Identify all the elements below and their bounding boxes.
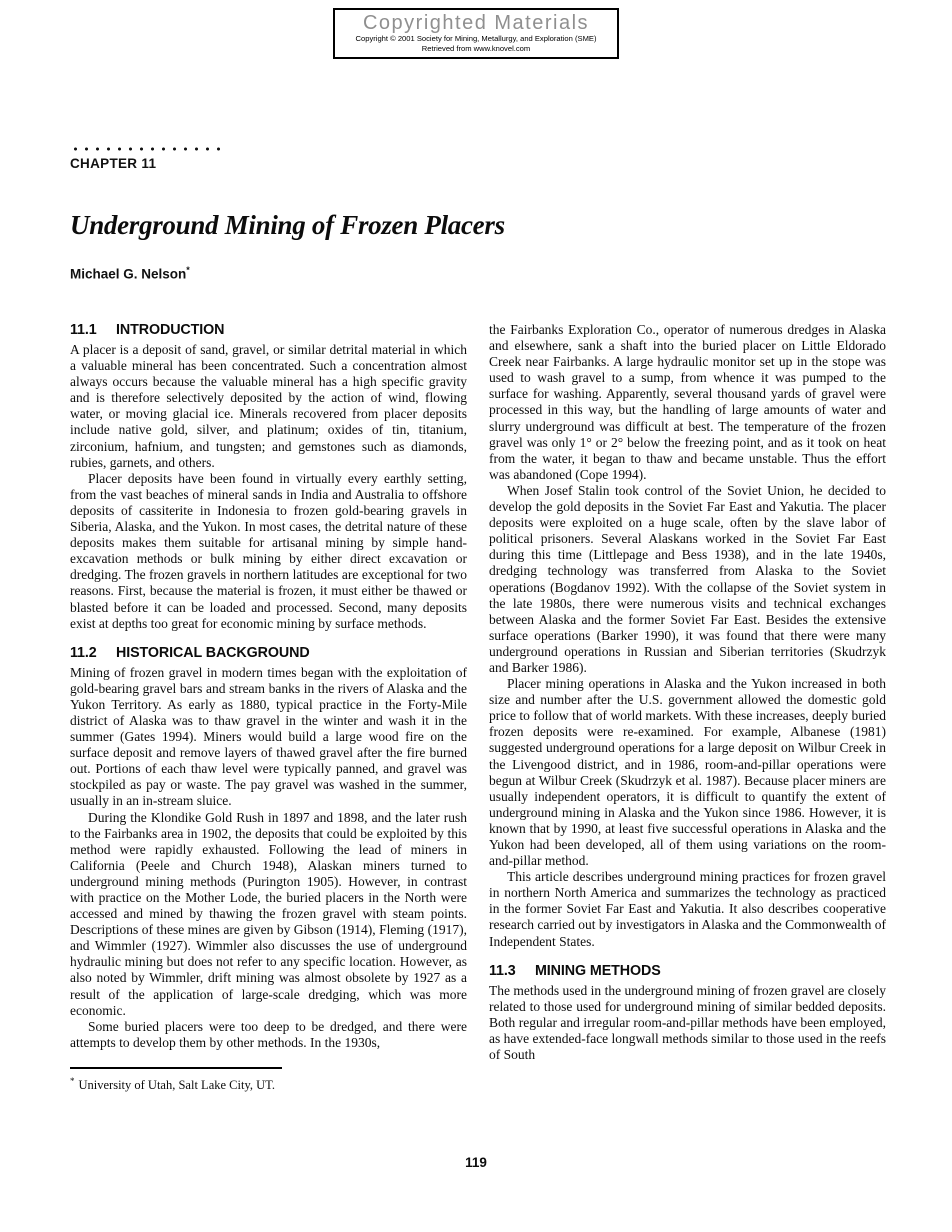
two-column-body [70, 322, 886, 1093]
section-number: 11.1 [70, 322, 97, 338]
author-line [70, 265, 952, 282]
section-title: MINING METHODS [535, 962, 661, 979]
paragraph: Placer mining operations in Alaska and the Yukon increased in both size and number after the U.S. government allowed the domestic gold price to follow that of world markets. With these increases, deeply buried frozen deposits were re-examined. For example, Albanese (1981) suggested underground operations for a large deposit on Wilbur Creek in the Livengood district, and in 1986, room-and-pillar operations were begun at Wilbur Creek (Skudrzyk et al. 1987). Because placer miners are usually independent operators, it is difficult to quantify the extent of underground mining in Alaska and the Yukon since 1986. However, it is known that by 1990, at least five successful operations in Alaska and the Yukon had been developed, all of them using variations on the room-and-pillar method. [489, 676, 886, 869]
footnote-body: University of Utah, Salt Lake City, UT. [78, 1078, 275, 1093]
paragraph: During the Klondike Gold Rush in 1897 and 1898, and the later rush to the Fairbanks area in 1902, the deposits that could be exploited by this method were rapidly exhausted. Following the lead of miners in California (Peele and Church 1948), Alaskan miners turned to underground mining methods (Purington 1905). However, in contrast with practice on the Mother Lode, the buried placers in the North were accessed and mined by thawing the frozen gravel with steam points. Descriptions of these mines are given by Gibson (1914), Fleming (1917), and Wimmler (1927). Wimmler also discusses the use of underground hydraulic mining but does not refer to any specific location. However, as also noted by Wimmler, drift mining was almost obsolete by 1927 as a result of the application of large-scale dredging, which was more economic. [70, 809, 467, 1018]
section-heading-11-1 [70, 322, 467, 338]
right-column [489, 322, 886, 1093]
paragraph: the Fairbanks Exploration Co., operator of numerous dredges in Alaska and elsewhere, sank a shaft into the buried placer on Little Eldorado Creek near Fairbanks. A large hydraulic monitor set up in the stope was used to wash gravel to a sump, from whence it was pumped to the surface for washing. Apparently, several thousand yards of gravel were processed in this way, but the handling of large amounts of water and slurry underground was difficult at best. The temperature of the frozen gravel was only 1° or 2° below the freezing point, and as it took on heat from the water, it began to thaw and became unstable. Thus the effort was abandoned (Cope 1994). [489, 322, 886, 482]
footnote [70, 1067, 467, 1093]
left-column [70, 322, 467, 1093]
paragraph: When Josef Stalin took control of the Soviet Union, he decided to develop the gold deposits in the Soviet Far East and Yakutia. The placer deposits were exploited on a huge scale, often by the slave labor of political prisoners. Several Alaskans worked in the Soviet Far East during this time (Littlepage and Bess 1938), and in the late 1940s, dredging technology was transferred from Alaska to the Soviet operations (Bogdanov 1992). With the collapse of the Soviet system in the late 1980s, there were numerous visits and technical exchanges between Alaska and the former Soviet Far East. Besides the extensive surface operations (Barker 1990), it was found that there were many underground operations in Russian and Siberian territories (Skudrzyk and Barker 1986). [489, 482, 886, 675]
paragraph: This article describes underground mining practices for frozen gravel in northern North America and summarizes the technology as practiced in the former Soviet Far East and Yakutia. It also describes cooperative research carried out by investigators in Alaska and the Commonwealth of Independent States. [489, 869, 886, 949]
section-number: 11.3 [489, 962, 516, 979]
section-heading-11-2 [70, 645, 467, 661]
section-heading-11-3 [489, 963, 886, 979]
footnote-rule [70, 1067, 282, 1069]
section-title: INTRODUCTION [116, 322, 225, 338]
chapter-label: CHAPTER 11 [70, 156, 157, 171]
page-number: 119 [465, 1155, 487, 1170]
footnote-text [70, 1074, 467, 1093]
paragraph: Placer deposits have been found in virtually every earthly setting, from the vast beaches of mineral sands in India and Australia to offshore deposits of cassiterite in Indonesia to frozen gold-bearing gravels in Siberia, Alaska, and the Yukon. In most cases, the detrital nature of these deposits makes them suitable for artisanal mining by simple hand-excavation methods or bulk mining by either direct excavation or dredging. The frozen gravels in northern latitudes are exceptional for two reasons. First, because the material is frozen, it must either be thawed or blasted before it can be loaded and processed. Second, many deposits exist at depths too great for economic mining by surface methods. [70, 470, 467, 631]
paragraph: Mining of frozen gravel in modern times began with the exploitation of gold-bearing gravel bars and stream banks in the rivers of Alaska and the Yukon Territory. As early as 1880, typical practice in the Forty-Mile district of Alaska was to thaw gravel in the winter and wash it in the summer (Gates 1994). Miners would build a large wood fire on the surface deposit and remove layers of thawed gravel after the fire burned out. Portions of each thaw level were typically panned, and gravel was stockpiled as pay or waste. The pay gravel was washed in the summer, usually in an in-stream sluice. [70, 664, 467, 809]
copyright-line-2: Retrieved from www.knovel.com [421, 43, 531, 53]
chapter-block [70, 147, 952, 171]
paragraph: The methods used in the underground mining of frozen gravel are closely related to those used for underground mining of similar bedded deposits. Both regular and irregular room-and-pillar methods have been employed, as have extended-face longwall methods similar to those used in the reefs of South [489, 982, 886, 1063]
copyright-line-1: Copyright © 2001 Society for Mining, Metallurgy, and Exploration (SME) [355, 34, 597, 43]
page-title: Underground Mining of Frozen Placers [70, 210, 505, 240]
dotted-rule-decoration [70, 147, 222, 151]
copyright-title: Copyrighted Materials [362, 12, 590, 34]
paragraph: Some buried placers were too deep to be dredged, and there were attempts to develop them by other methods. In the 1930s, [70, 1018, 467, 1050]
paragraph: A placer is a deposit of sand, gravel, or similar detrital material in which a valuable mineral has been concentrated. Such a concentration almost always occurs because the valuable mineral has a high specific gravity and is therefore selectively deposited by the action of wind, flowing water, or moving glacial ice. Minerals recovered from placer deposits include native gold, silver, and platinum; oxides of tin, titanium, zirconium, hafnium, and tungsten; and gemstones such as diamonds, rubies, garnets, and others. [70, 342, 467, 470]
section-number: 11.2 [70, 644, 97, 661]
section-title: HISTORICAL BACKGROUND [116, 644, 310, 661]
author-footnote-mark: * [186, 265, 190, 275]
footnote-mark: * [70, 1075, 75, 1086]
copyright-box [333, 8, 619, 59]
author-name: Michael G. Nelson [70, 266, 187, 282]
